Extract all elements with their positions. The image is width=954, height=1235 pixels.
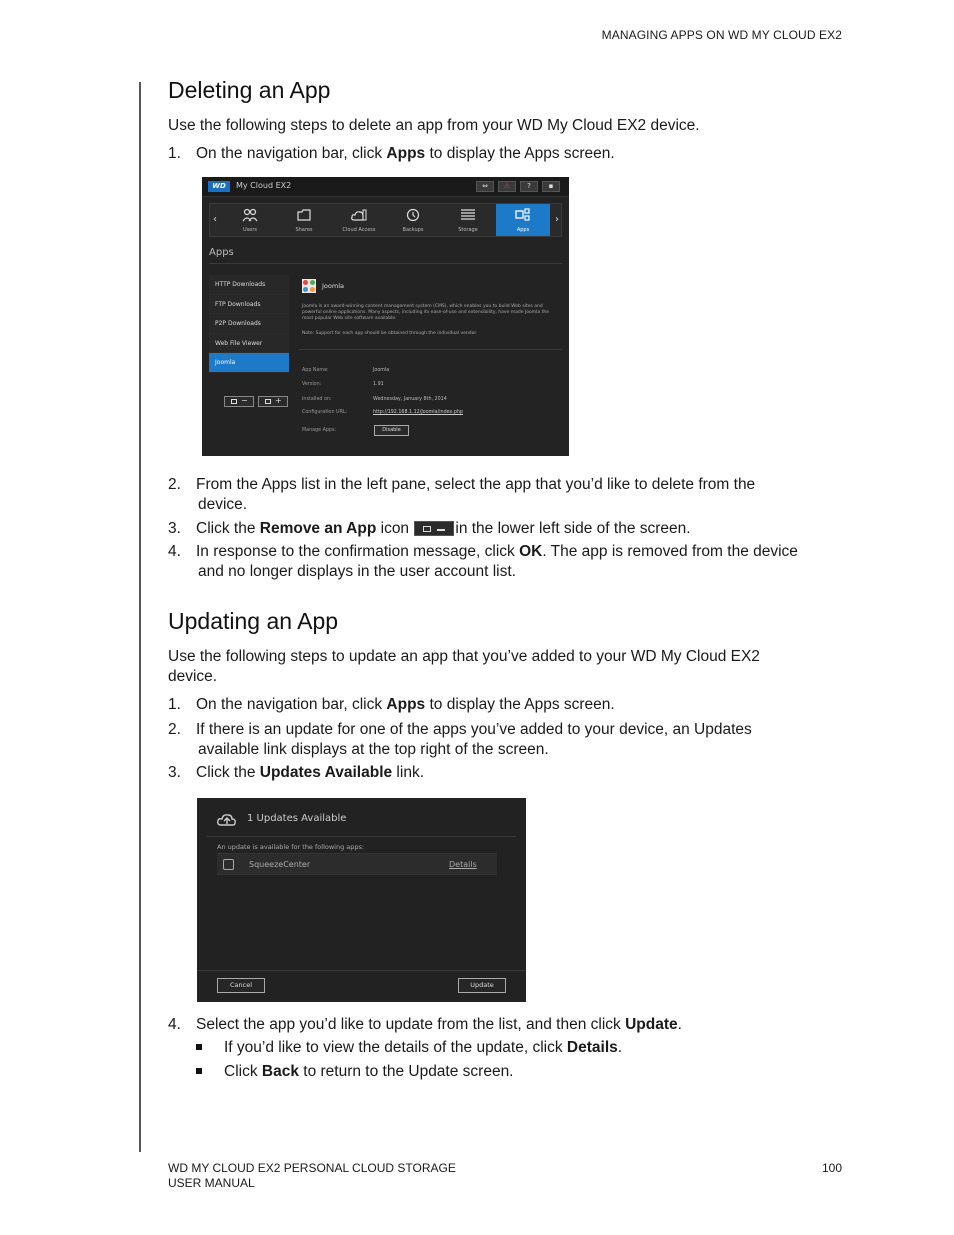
- step-text: .: [677, 1016, 682, 1033]
- page-number: 100: [821, 1161, 842, 1175]
- nav-label: Backups: [402, 227, 424, 233]
- step-text: From the Apps list in the left pane, select the app that you’d like to delete from the: [196, 476, 756, 493]
- step-number: 4.: [168, 1016, 181, 1033]
- updates-dialog-screenshot: [197, 798, 526, 1002]
- detail-label: Installed on:: [302, 397, 332, 402]
- divider: [209, 263, 562, 264]
- running-head: MANAGING APPS ON WD MY CLOUD EX2: [601, 28, 842, 42]
- app-glyph-icon: [231, 399, 237, 404]
- bullet-square-icon: [196, 1068, 202, 1074]
- configuration-url-link[interactable]: http://192.168.1.12/Joomla/index.php: [373, 410, 463, 415]
- chevron-right-icon[interactable]: ›: [555, 214, 559, 225]
- app-list-item[interactable]: FTP Downloads: [209, 295, 289, 315]
- divider: [197, 970, 526, 971]
- step-bold: Update: [625, 1016, 678, 1033]
- step-bold: OK: [519, 543, 543, 560]
- bullet-text: If you’d like to view the details of the update, click: [224, 1039, 567, 1056]
- step-number: 2.: [168, 476, 181, 493]
- step-text: Select the app you’d like to update from the list, and then click: [196, 1016, 626, 1033]
- nav-label: Apps: [516, 227, 530, 233]
- step-text: Click the: [196, 520, 260, 537]
- storage-icon: [460, 208, 476, 222]
- updating-intro: [168, 647, 838, 687]
- detail-label: Version:: [302, 382, 322, 387]
- usb-icon[interactable]: ⇔: [476, 181, 494, 192]
- nav-cloud-access[interactable]: [332, 204, 386, 236]
- deleting-intro: Use the following steps to delete an app from your WD My Cloud EX2 device.: [168, 117, 700, 134]
- cancel-button[interactable]: Cancel: [217, 978, 265, 993]
- step-number: 4.: [168, 543, 181, 560]
- step-text: to display the Apps screen.: [425, 145, 615, 162]
- step-text: On the navigation bar, click: [196, 145, 387, 162]
- section-heading-deleting: Deleting an App: [168, 77, 331, 103]
- app-list-item[interactable]: P2P Downloads: [209, 314, 289, 334]
- nav-label: Cloud Access: [342, 227, 376, 233]
- update-button[interactable]: Update: [458, 978, 506, 993]
- chevron-left-icon[interactable]: ‹: [213, 214, 217, 225]
- help-icon[interactable]: ?: [520, 181, 538, 192]
- detail-value: Joomla: [373, 368, 390, 373]
- app-list-item[interactable]: Web File Viewer: [209, 334, 289, 354]
- minus-icon: −: [241, 396, 248, 405]
- bullet-text: .: [617, 1039, 623, 1056]
- footer-line: WD MY CLOUD EX2 PERSONAL CLOUD STORAGE: [168, 1161, 456, 1175]
- footer-line: USER MANUAL: [168, 1176, 255, 1190]
- bullet-bold: Back: [261, 1063, 299, 1080]
- divider: [299, 349, 562, 350]
- folder-icon: [296, 208, 312, 222]
- bullet-bold: Details: [566, 1039, 618, 1056]
- step-number: 3.: [168, 764, 181, 781]
- step-text: In response to the confirmation message, click: [196, 543, 520, 560]
- step-number: 2.: [168, 721, 181, 738]
- step-number: 1.: [168, 145, 181, 162]
- step-text: On the navigation bar, click: [196, 696, 387, 713]
- details-link[interactable]: Details: [449, 860, 477, 869]
- nav-users[interactable]: [223, 204, 277, 236]
- detail-value: 1.91: [373, 382, 384, 387]
- step-text: available link displays at the top right of the screen.: [198, 741, 549, 758]
- device-title: My Cloud EX2: [236, 181, 292, 190]
- step-text: If there is an update for one of the apps you’ve added to your device, an Updates: [196, 721, 752, 738]
- footer-title: [168, 1161, 456, 1191]
- disable-button[interactable]: Disable: [374, 425, 409, 436]
- backup-clock-icon: [405, 208, 421, 222]
- step-bold: Remove an App: [259, 520, 377, 537]
- update-app-name: SqueezeCenter: [249, 860, 311, 869]
- dialog-message: An update is available for the following apps:: [217, 843, 365, 851]
- cloud-update-icon: [217, 811, 237, 827]
- bullet-text: to return to the Update screen.: [298, 1063, 514, 1080]
- navigation-bar: [209, 203, 562, 237]
- joomla-logo-icon: [302, 279, 316, 293]
- dialog-title: 1 Updates Available: [247, 813, 347, 824]
- detail-label: App Name:: [302, 368, 329, 373]
- divider: [207, 836, 516, 837]
- app-description: Joomla is an award-winning content management system (CMS), which enables you to build Web sites and powerful online applications. Many aspects, including its ease-of-use and extensibility, have made Joomla the most popular Web site software available.: [302, 304, 549, 321]
- step-text: Click the: [196, 764, 260, 781]
- detail-label: Manage Apps:: [302, 428, 337, 433]
- selected-app-name: Joomla: [322, 282, 344, 290]
- step-text: link.: [392, 764, 424, 781]
- step-text: in the lower left side of the screen.: [455, 520, 691, 537]
- nav-shares[interactable]: [277, 204, 331, 236]
- remove-app-button[interactable]: [224, 396, 254, 407]
- bullet-text: Click: [224, 1063, 262, 1080]
- detail-value: Wednesday, January 8th, 2014: [373, 397, 447, 402]
- intro-text: device.: [168, 668, 218, 685]
- app-list-item-selected[interactable]: Joomla: [209, 353, 289, 373]
- nav-label: Shares: [295, 227, 313, 233]
- top-bar: [202, 177, 569, 197]
- add-app-button[interactable]: [258, 396, 288, 407]
- step-bold: Apps: [386, 145, 426, 162]
- cloud-icon: [351, 208, 367, 222]
- app-list-item[interactable]: HTTP Downloads: [209, 275, 289, 295]
- app-glyph-icon: [265, 399, 271, 404]
- wd-logo: WD: [208, 181, 230, 192]
- nav-apps[interactable]: [496, 204, 550, 236]
- step-text: and no longer displays in the user account list.: [198, 563, 516, 580]
- detail-label: Configuration URL:: [302, 410, 348, 415]
- update-list-row: [217, 853, 497, 875]
- plus-icon: +: [275, 396, 282, 405]
- step-number: 3.: [168, 520, 181, 537]
- step-text: device.: [198, 496, 248, 513]
- nav-label: Users: [242, 227, 257, 233]
- intro-text: Use the following steps to update an app that you’ve added to your WD My Cloud EX2: [168, 648, 760, 665]
- step-text: icon: [376, 520, 414, 537]
- section-heading-updating: Updating an App: [168, 608, 339, 634]
- apps-screen-screenshot: [202, 177, 569, 456]
- apps-icon: [515, 208, 531, 222]
- app-note: Note: Support for each app should be obtained through the individual vendor.: [302, 331, 478, 336]
- step-bold: Updates Available: [259, 764, 393, 781]
- nav-storage[interactable]: [441, 204, 495, 236]
- step-bold: Apps: [386, 696, 426, 713]
- remove-app-icon: [414, 521, 454, 536]
- users-icon: [242, 208, 258, 222]
- margin-rule: [139, 82, 141, 1152]
- step-text: . The app is removed from the device: [542, 543, 798, 560]
- nav-label: Storage: [458, 227, 478, 233]
- step-number: 1.: [168, 696, 181, 713]
- home-icon[interactable]: ▪: [542, 181, 560, 192]
- bullet-square-icon: [196, 1044, 202, 1050]
- apps-page-title: Apps: [209, 247, 234, 258]
- nav-backups[interactable]: [386, 204, 440, 236]
- step-text: to display the Apps screen.: [425, 696, 615, 713]
- app-list: [209, 275, 289, 373]
- app-checkbox[interactable]: [223, 859, 234, 870]
- alert-icon[interactable]: ⚠: [498, 181, 516, 192]
